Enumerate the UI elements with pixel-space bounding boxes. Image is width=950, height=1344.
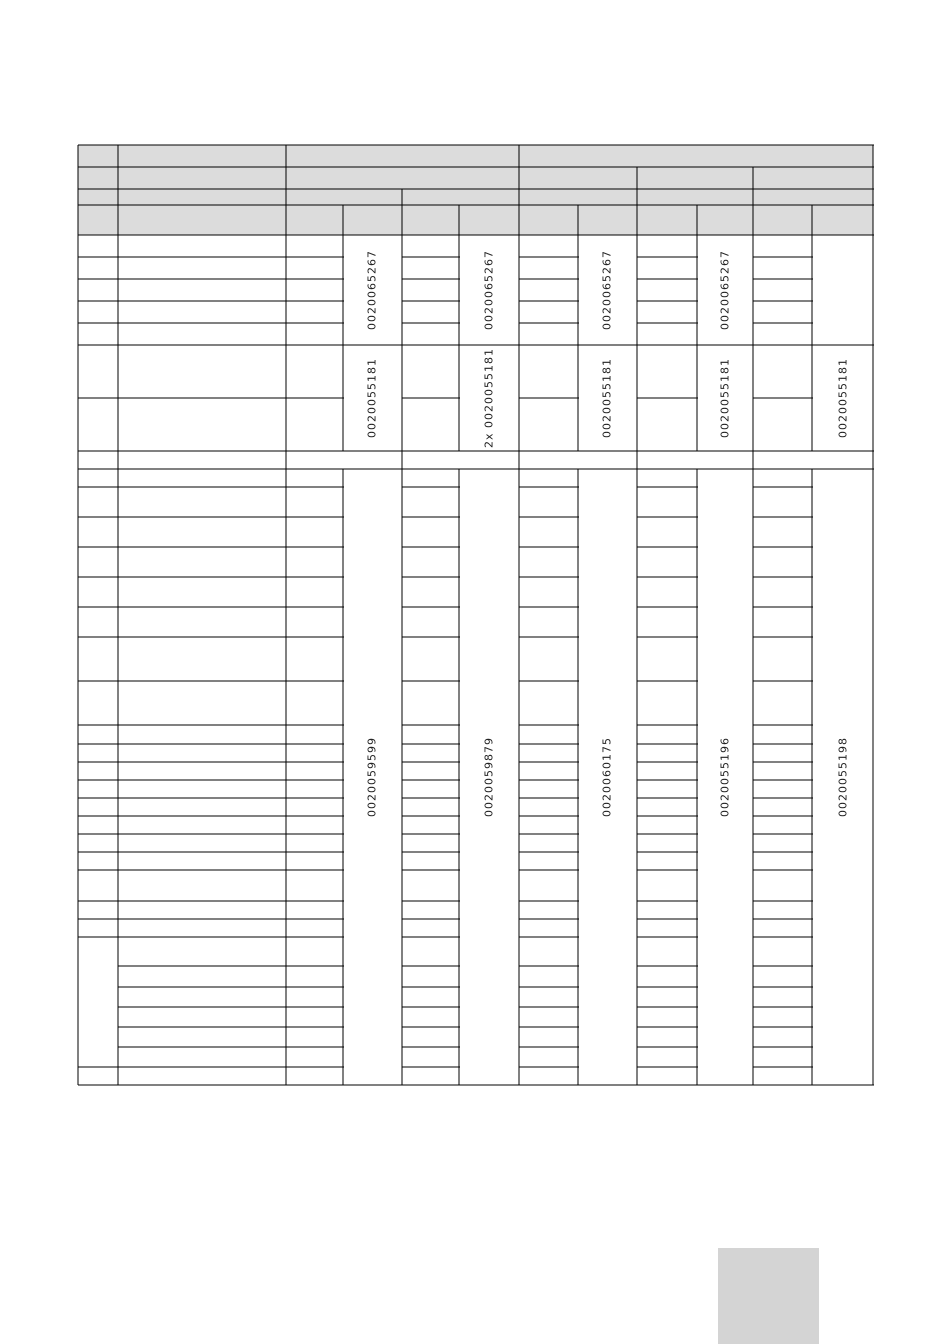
grid-line-horizontal	[402, 1047, 460, 1048]
grid-line-vertical	[402, 451, 403, 469]
grid-line-vertical	[343, 469, 344, 1085]
grid-line-vertical	[637, 345, 638, 451]
grid-line-horizontal	[519, 870, 579, 871]
grid-line-horizontal	[753, 547, 813, 548]
grid-line-vertical	[286, 145, 287, 235]
grid-line-horizontal	[753, 870, 813, 871]
grid-line-horizontal	[519, 725, 579, 726]
grid-line-horizontal	[637, 780, 698, 781]
grid-line-horizontal	[637, 834, 698, 835]
grid-line-horizontal	[402, 762, 460, 763]
grid-line-horizontal	[519, 517, 579, 518]
grid-line-horizontal	[753, 398, 813, 399]
grid-line-horizontal	[637, 852, 698, 853]
grid-line-horizontal	[402, 870, 460, 871]
grid-line-vertical	[578, 345, 579, 451]
grid-line-horizontal	[753, 301, 813, 302]
grid-line-horizontal	[78, 345, 874, 346]
grid-line-vertical	[286, 469, 287, 1085]
grid-line-horizontal	[78, 167, 874, 168]
grid-line-vertical	[519, 451, 520, 469]
grid-line-horizontal	[637, 870, 698, 871]
part-number-label: 0020059879	[482, 737, 496, 817]
grid-line-vertical	[402, 235, 403, 345]
grid-line-vertical	[286, 345, 287, 451]
grid-line-horizontal	[637, 725, 698, 726]
grid-line-vertical	[519, 345, 520, 451]
grid-line-horizontal	[402, 1067, 460, 1068]
grid-line-horizontal	[402, 816, 460, 817]
grid-line-vertical	[519, 145, 520, 235]
grid-line-horizontal	[637, 987, 698, 988]
part-number-label: 0020060175	[600, 737, 614, 817]
grid-line-horizontal	[402, 301, 460, 302]
grid-line-horizontal	[519, 257, 579, 258]
grid-line-vertical	[753, 451, 754, 469]
grid-line-vertical	[637, 235, 638, 345]
grid-line-horizontal	[78, 937, 119, 938]
grid-line-horizontal	[78, 1085, 874, 1086]
grid-line-horizontal	[519, 547, 579, 548]
grid-line-horizontal	[637, 762, 698, 763]
grid-line-horizontal	[637, 744, 698, 745]
part-number-label: 0020055181	[718, 358, 732, 438]
grid-line-horizontal	[402, 852, 460, 853]
grid-line-horizontal	[402, 966, 460, 967]
grid-line-horizontal	[753, 487, 813, 488]
grid-line-vertical	[519, 469, 520, 1085]
grid-line-vertical	[812, 235, 813, 345]
grid-line-horizontal	[753, 637, 813, 638]
grid-line-horizontal	[519, 816, 579, 817]
grid-line-horizontal	[118, 987, 344, 988]
grid-line-horizontal	[519, 744, 579, 745]
grid-line-horizontal	[637, 637, 698, 638]
grid-line-horizontal	[753, 517, 813, 518]
grid-line-vertical	[118, 145, 119, 235]
grid-line-horizontal	[78, 451, 874, 452]
grid-line-vertical	[637, 469, 638, 1085]
grid-line-vertical	[402, 345, 403, 451]
grid-line-horizontal	[402, 637, 460, 638]
grid-line-horizontal	[78, 205, 874, 206]
header-fill	[78, 145, 873, 235]
grid-line-horizontal	[402, 279, 460, 280]
grid-line-horizontal	[637, 798, 698, 799]
grid-line-horizontal	[402, 323, 460, 324]
grid-line-horizontal	[78, 469, 874, 470]
grid-line-vertical	[697, 235, 698, 345]
grid-line-horizontal	[637, 966, 698, 967]
part-number-labels	[366, 250, 850, 817]
grid-line-vertical	[459, 469, 460, 1085]
grid-line-vertical	[697, 469, 698, 1085]
grid-line-horizontal	[78, 189, 874, 190]
grid-line-horizontal	[753, 1007, 813, 1008]
grid-line-vertical	[697, 205, 698, 235]
grid-line-horizontal	[519, 987, 579, 988]
grid-line-horizontal	[753, 966, 813, 967]
grid-line-horizontal	[637, 816, 698, 817]
grid-line-vertical	[459, 235, 460, 345]
grid-line-horizontal	[637, 1027, 698, 1028]
grid-line-vertical	[812, 345, 813, 451]
grid-line-horizontal	[753, 919, 813, 920]
part-number-label: 0020059599	[365, 737, 379, 817]
grid-line-horizontal	[637, 517, 698, 518]
grid-line-horizontal	[753, 607, 813, 608]
grid-line-horizontal	[637, 577, 698, 578]
grid-line-horizontal	[519, 901, 579, 902]
grid-line-horizontal	[753, 279, 813, 280]
grid-line-horizontal	[402, 798, 460, 799]
grid-line-horizontal	[402, 937, 460, 938]
grid-line-vertical	[118, 235, 119, 345]
grid-line-vertical	[812, 205, 813, 235]
grid-line-horizontal	[753, 577, 813, 578]
grid-line-horizontal	[519, 919, 579, 920]
grid-line-vertical	[343, 345, 344, 451]
grid-line-horizontal	[637, 937, 698, 938]
grid-line-horizontal	[402, 987, 460, 988]
grid-line-horizontal	[753, 798, 813, 799]
grid-line-horizontal	[402, 257, 460, 258]
part-number-label: 0020055181	[365, 358, 379, 438]
grid-line-horizontal	[519, 637, 579, 638]
grid-line-horizontal	[402, 919, 460, 920]
grid-line-horizontal	[519, 834, 579, 835]
grid-line-vertical	[343, 235, 344, 345]
page-number-tab	[718, 1248, 819, 1344]
grid-line-horizontal	[753, 834, 813, 835]
grid-line-horizontal	[637, 1067, 698, 1068]
grid-line-vertical	[118, 345, 119, 451]
grid-line-vertical	[812, 469, 813, 1085]
grid-line-horizontal	[753, 852, 813, 853]
grid-line-horizontal	[753, 1067, 813, 1068]
grid-line-horizontal	[519, 1047, 579, 1048]
grid-line-horizontal	[637, 1047, 698, 1048]
grid-line-vertical	[578, 205, 579, 235]
grid-line-horizontal	[519, 1007, 579, 1008]
grid-line-vertical	[286, 235, 287, 345]
grid-line-vertical	[637, 167, 638, 235]
header-fills	[78, 145, 873, 235]
grid-line-horizontal	[753, 780, 813, 781]
part-number-label: 0020065267	[600, 250, 614, 330]
grid-line-horizontal	[637, 547, 698, 548]
grid-line-horizontal	[519, 1067, 579, 1068]
grid-line-horizontal	[637, 607, 698, 608]
grid-line-horizontal	[519, 323, 579, 324]
grid-line-horizontal	[519, 762, 579, 763]
part-number-label: 0020065267	[718, 250, 732, 330]
grid-line-horizontal	[402, 517, 460, 518]
grid-line-horizontal	[753, 987, 813, 988]
grid-line-horizontal	[753, 816, 813, 817]
grid-line-horizontal	[519, 398, 579, 399]
grid-line-horizontal	[637, 398, 698, 399]
part-number-label: 0020065267	[365, 250, 379, 330]
grid-line-horizontal	[118, 1067, 344, 1068]
grid-line-vertical	[118, 451, 119, 469]
grid-line-vertical	[753, 345, 754, 451]
grid-line-horizontal	[753, 744, 813, 745]
grid-line-horizontal	[402, 725, 460, 726]
grid-line-horizontal	[402, 901, 460, 902]
grid-line-vertical	[78, 145, 79, 1085]
table-grid	[78, 145, 875, 1086]
grid-line-horizontal	[519, 301, 579, 302]
grid-line-horizontal	[78, 1067, 119, 1068]
part-number-label: 0020055181	[836, 358, 850, 438]
grid-line-vertical	[753, 235, 754, 345]
grid-line-horizontal	[118, 1027, 344, 1028]
grid-line-horizontal	[402, 607, 460, 608]
grid-line-horizontal	[519, 487, 579, 488]
grid-line-horizontal	[753, 1047, 813, 1048]
grid-line-horizontal	[519, 577, 579, 578]
grid-line-horizontal	[753, 901, 813, 902]
grid-line-horizontal	[637, 323, 698, 324]
grid-line-horizontal	[402, 1007, 460, 1008]
grid-line-horizontal	[753, 1027, 813, 1028]
grid-line-vertical	[753, 469, 754, 1085]
grid-line-horizontal	[118, 1007, 344, 1008]
grid-line-horizontal	[519, 607, 579, 608]
grid-line-horizontal	[78, 235, 874, 236]
grid-line-horizontal	[637, 681, 698, 682]
grid-line-horizontal	[402, 487, 460, 488]
grid-line-horizontal	[519, 798, 579, 799]
grid-line-horizontal	[637, 919, 698, 920]
grid-line-horizontal	[402, 744, 460, 745]
grid-line-vertical	[519, 235, 520, 345]
grid-line-horizontal	[519, 1027, 579, 1028]
grid-line-horizontal	[637, 1007, 698, 1008]
part-number-label: 0020055196	[718, 737, 732, 817]
grid-line-vertical	[459, 205, 460, 235]
grid-line-vertical	[402, 469, 403, 1085]
grid-line-horizontal	[519, 852, 579, 853]
grid-line-horizontal	[402, 577, 460, 578]
grid-line-vertical	[697, 345, 698, 451]
grid-line-horizontal	[118, 1047, 344, 1048]
part-number-label: 0020065267	[482, 250, 496, 330]
grid-line-horizontal	[753, 937, 813, 938]
grid-line-horizontal	[753, 762, 813, 763]
grid-line-horizontal	[402, 547, 460, 548]
grid-line-horizontal	[637, 301, 698, 302]
grid-line-horizontal	[637, 257, 698, 258]
grid-line-vertical	[402, 189, 403, 235]
grid-line-vertical	[873, 145, 874, 1085]
grid-line-horizontal	[637, 901, 698, 902]
grid-line-horizontal	[402, 834, 460, 835]
grid-line-horizontal	[637, 487, 698, 488]
grid-line-horizontal	[402, 681, 460, 682]
grid-line-horizontal	[753, 725, 813, 726]
grid-line-vertical	[459, 345, 460, 451]
grid-line-horizontal	[402, 1027, 460, 1028]
grid-line-horizontal	[519, 681, 579, 682]
grid-line-horizontal	[519, 279, 579, 280]
grid-line-horizontal	[753, 681, 813, 682]
grid-line-vertical	[286, 451, 287, 469]
grid-line-vertical	[753, 167, 754, 235]
grid-line-horizontal	[753, 323, 813, 324]
part-number-label: 2x 0020055181	[482, 348, 496, 448]
grid-line-horizontal	[78, 145, 874, 146]
grid-line-horizontal	[118, 937, 344, 938]
grid-line-vertical	[637, 451, 638, 469]
grid-line-horizontal	[118, 966, 344, 967]
part-number-label: 0020055198	[836, 737, 850, 817]
grid-line-horizontal	[519, 937, 579, 938]
grid-line-horizontal	[753, 257, 813, 258]
grid-line-vertical	[578, 469, 579, 1085]
grid-line-vertical	[343, 205, 344, 235]
grid-line-horizontal	[519, 966, 579, 967]
grid-line-vertical	[118, 469, 119, 1085]
grid-line-horizontal	[637, 279, 698, 280]
grid-line-horizontal	[402, 398, 460, 399]
grid-line-vertical	[578, 235, 579, 345]
grid-line-horizontal	[402, 780, 460, 781]
part-number-label: 0020055181	[600, 358, 614, 438]
grid-line-horizontal	[519, 780, 579, 781]
